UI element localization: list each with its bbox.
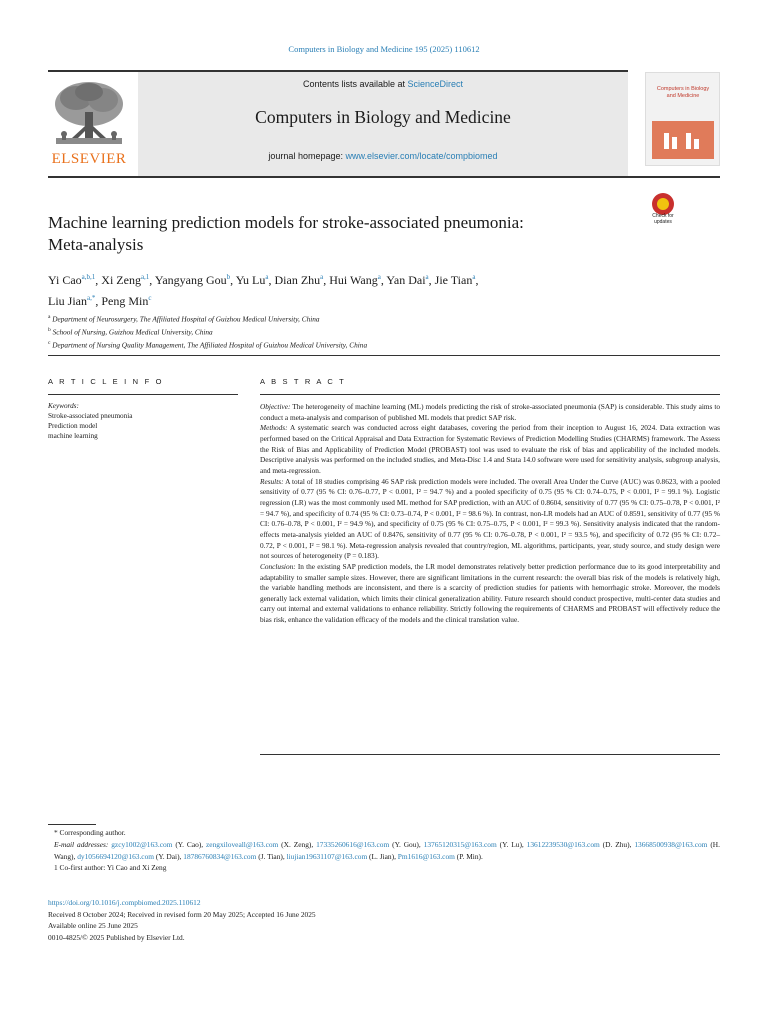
author-name[interactable]: Yangyang Gou <box>154 273 227 287</box>
author-name[interactable]: Liu Jian <box>48 294 87 308</box>
author-name[interactable]: Yu Lu <box>235 273 266 287</box>
conclusion-text: In the existing SAP prediction models, the LR model demonstrates relatively better prediction performance due to its good interpretability and adaptability to smaller sample sizes. However, there are significant limitations in the current research: the overall bias risk of the models is relatively high, the variable handling methods are inconsistent, and there is a scarcity of prediction studies for patients with hemorrhagic stroke. Moreover, the models generally lack external validation, which limits their clinical generalization ability. Future research should conduct prospective, multi-center data studies and carry out internal and external validations to enhance reliability. Strictly following the requirements of CHARMS and PROBAST will effectively reduce the bias risk, enhance the validation efficacy of the models and the clinical translation value. <box>260 561 720 625</box>
author-affiliation-marker[interactable]: a,b,1 <box>81 273 96 281</box>
author-affiliation-marker[interactable]: b <box>226 273 231 281</box>
footnote-rule <box>48 824 96 825</box>
affiliation-text: Department of Nursing Quality Management, The Affiliated Hospital of Guizhou Medical University, China <box>50 340 368 350</box>
keyword-item: machine learning <box>48 432 98 440</box>
author-affiliation-marker[interactable]: a <box>472 273 476 281</box>
journal-cover-thumbnail[interactable] <box>645 72 720 166</box>
affiliation-item <box>48 325 668 338</box>
email-link[interactable]: 17335260616@163.com <box>316 839 390 849</box>
publication-info <box>48 897 648 943</box>
email-link[interactable]: zengxiloveall@163.com <box>206 839 279 849</box>
co-first-author-note: 1 Co-first author: Yi Cao and Xi Zeng <box>54 863 167 873</box>
article-title-line-2: Meta-analysis <box>48 235 144 254</box>
results-label: Results: <box>260 476 284 486</box>
journal-homepage-link[interactable]: www.elsevier.com/locate/compbiomed <box>345 151 498 161</box>
affiliation-list <box>48 312 668 351</box>
email-owner: (D. Zhu), <box>599 839 635 849</box>
keywords-label: Keywords: <box>48 402 79 410</box>
affiliation-item <box>48 338 668 351</box>
author-separator: , <box>475 273 479 287</box>
objective-label: Objective: <box>260 402 291 411</box>
author-list <box>48 268 648 310</box>
email-addresses <box>48 839 720 863</box>
email-link[interactable]: 18786760834@163.com <box>183 851 257 861</box>
available-online: Available online 25 June 2025 <box>48 921 138 930</box>
author-separator: , <box>268 273 275 287</box>
abstract-results <box>260 477 720 562</box>
abstract-methods <box>260 423 720 476</box>
keywords-block <box>48 401 238 441</box>
author-name[interactable]: Dian Zhu <box>274 273 321 287</box>
journal-name: Computers in Biology and Medicine <box>255 107 511 127</box>
journal-reference[interactable]: Computers in Biology and Medicine 195 (2025) 110612 <box>288 44 480 54</box>
author-separator: , <box>149 273 155 287</box>
email-link[interactable]: Pm1616@163.com <box>397 851 455 861</box>
affiliation-marker: c <box>48 339 51 346</box>
email-owner: (Y. Gou), <box>389 839 424 849</box>
author-name[interactable]: Hui Wang <box>329 273 378 287</box>
email-link[interactable]: gzcy1002@163.com <box>111 839 173 849</box>
check-updates-label: Check for updates <box>652 213 674 225</box>
email-owner: (X. Zeng), <box>278 839 317 849</box>
keyword-item: Stroke-associated pneumonia <box>48 412 133 420</box>
author-name[interactable]: Peng Min <box>101 294 149 308</box>
author-affiliation-marker[interactable]: a <box>265 273 269 281</box>
email-owner: (P. Min). <box>454 851 483 861</box>
email-link[interactable]: 13612239530@163.com <box>526 839 600 849</box>
abstract-body <box>260 402 720 626</box>
affiliation-marker: b <box>48 326 51 333</box>
email-link[interactable]: liujian19631107@163.com <box>286 851 368 861</box>
email-owner: (Y. Lu), <box>496 839 527 849</box>
email-owner: (H. Wang), <box>54 839 720 861</box>
conclusion-label: Conclusion: <box>260 561 296 571</box>
author-affiliation-marker[interactable]: c <box>148 294 152 302</box>
author-separator: , <box>95 294 102 308</box>
author-affiliation-marker[interactable]: a <box>320 273 324 281</box>
received-dates: Received 8 October 2024; Received in revised form 20 May 2025; Accepted 16 June 2025 <box>48 909 316 919</box>
author-name[interactable]: Xi Zeng <box>101 273 141 287</box>
check-updates-icon <box>652 193 674 215</box>
contents-prefix: Contents lists available at <box>302 79 408 89</box>
article-title-line-1: Machine learning prediction models for stroke-associated pneumonia: <box>48 213 524 232</box>
journal-homepage-line <box>138 151 628 161</box>
sciencedirect-link[interactable]: ScienceDirect <box>407 79 464 89</box>
article-info-heading: A R T I C L E I N F O <box>48 377 164 386</box>
footnotes <box>48 827 720 874</box>
article-info-rule <box>48 394 238 395</box>
email-owner: (J. Tian), <box>256 851 287 861</box>
abstract-objective <box>260 402 720 423</box>
affiliation-text: School of Nursing, Guizhou Medical University, China <box>50 327 213 337</box>
methods-label: Methods: <box>260 423 288 433</box>
results-text: A total of 18 studies comprising 46 SAP risk prediction models were included. The overall Area Under the Curve (AUC) was 0.8623, with a pooled sensitivity of 0.77 (95 % CI: 0.76–0.77, P < 0.001, I² = 94.7 %) and a pooled specificity of 0.75 (95 % CI: 0.74–0.75, P < 0.001, I² = 99.1 %). Logistic regression (LR) was the most commonly used ML method for SAP prediction, with an AUC of 0.8604, sensitivity of 0.77 (95 % CI: 0.75–0.78, P < 0.001, I² = 94.7 %), and specificity of 0.74 (95 % CI: 0.73–0.74, P < 0.001, I² = 98.6 %). In contrast, non-LR models had an AUC of 0.8591, sensitivity of 0.77 (95 % CI: 0.76–0.78, P < 0.001, I² = 94.9 %), and specificity of 0.75 (95 % CI: 0.75–0.75, P < 0.001, I² = 99.3 %). Sensitivity analysis indicated that the random-effects meta-analysis yielded an AUC of 0.8476, sensitivity of 0.77 (95 % CI: 0.76–0.78, P < 0.001, I² = 93.5 %), and specificity of 0.72 (95 % CI: 0.72–0.72, P < 0.001, I² = 98.1 %). Meta-regression analysis revealed that country/region, ML algorithms, participants, year, study source, and study design were not sources of heterogeneity (P = 0.183). <box>260 476 720 561</box>
abstract-end-rule <box>260 754 720 755</box>
author-separator: , <box>95 273 102 287</box>
homepage-prefix: journal homepage: <box>268 151 346 161</box>
author-separator: , <box>428 273 435 287</box>
email-owner: (Y. Cao), <box>172 839 207 849</box>
author-affiliation-marker[interactable]: a <box>377 273 381 281</box>
corresponding-author-note: * Corresponding author. <box>54 828 126 837</box>
affiliation-text: Department of Neurosurgery, The Affiliated Hospital of Guizhou Medical University, China <box>50 314 320 324</box>
affiliation-marker: a <box>48 314 51 320</box>
email-owner: (L. Jian), <box>367 851 398 861</box>
author-name[interactable]: Jie Tian <box>434 273 473 287</box>
author-name[interactable]: Yan Dai <box>386 273 426 287</box>
author-affiliation-marker[interactable]: a <box>425 273 429 281</box>
affiliations-rule <box>48 355 720 356</box>
email-link[interactable]: dy1056694120@163.com <box>77 851 155 861</box>
article-title <box>48 212 628 256</box>
contents-available-line <box>138 79 628 89</box>
author-separator: , <box>323 273 330 287</box>
doi-link[interactable]: https://doi.org/10.1016/j.compbiomed.2025.110612 <box>48 898 201 907</box>
cover-title: Computers in Biology and Medicine <box>656 86 710 99</box>
author-name[interactable]: Yi Cao <box>48 273 82 287</box>
email-owner: (Y. Dai), <box>154 851 184 861</box>
author-separator: , <box>380 273 387 287</box>
author-separator: , <box>230 273 236 287</box>
author-affiliation-marker[interactable]: a,1 <box>140 273 150 281</box>
author-affiliation-marker[interactable]: a,* <box>87 294 96 302</box>
affiliation-item <box>48 312 668 325</box>
abstract-heading: A B S T R A C T <box>260 377 346 386</box>
abstract-conclusion <box>260 562 720 626</box>
elsevier-wordmark[interactable]: ELSEVIER <box>51 151 127 167</box>
objective-text: The heterogeneity of machine learning (ML) models predicting the risk of stroke-associated pneumonia (SAP) is considerable. This study aims to conduct a meta-analysis and comparison of published ML models that predict SAP risk. <box>260 402 720 422</box>
abstract-rule <box>260 394 720 395</box>
copyright: 0010-4825/© 2025 Published by Elsevier Ltd. <box>48 932 185 942</box>
header-bottom-rule <box>48 176 720 178</box>
keyword-item: Prediction model <box>48 422 98 430</box>
check-for-updates-badge[interactable] <box>646 193 680 227</box>
email-label: E-mail addresses: <box>54 839 109 849</box>
methods-text: A systematic search was conducted across eight databases, covering the period from their inception to August 16, 2024. Data extraction was performed based on the Critical Appraisal and Data Extraction for Systematic Reviews of Prediction Modelling Studies (CHARMS) framework. The Assess the Risk of Bias and Applicability of Prediction Model (PROBAST) tool was used to evaluate the risk of bias and applicability of the included models. Descriptive analysis was performed on the included studies, and Meta-Disc 1.4 and Stata 14.0 software were used for sensitivity analysis, subgroup analysis, and meta-regression. <box>260 423 720 475</box>
email-link[interactable]: 13765120315@163.com <box>423 839 497 849</box>
cover-graphic <box>652 121 714 159</box>
email-link[interactable]: 13668500938@163.com <box>634 839 708 849</box>
